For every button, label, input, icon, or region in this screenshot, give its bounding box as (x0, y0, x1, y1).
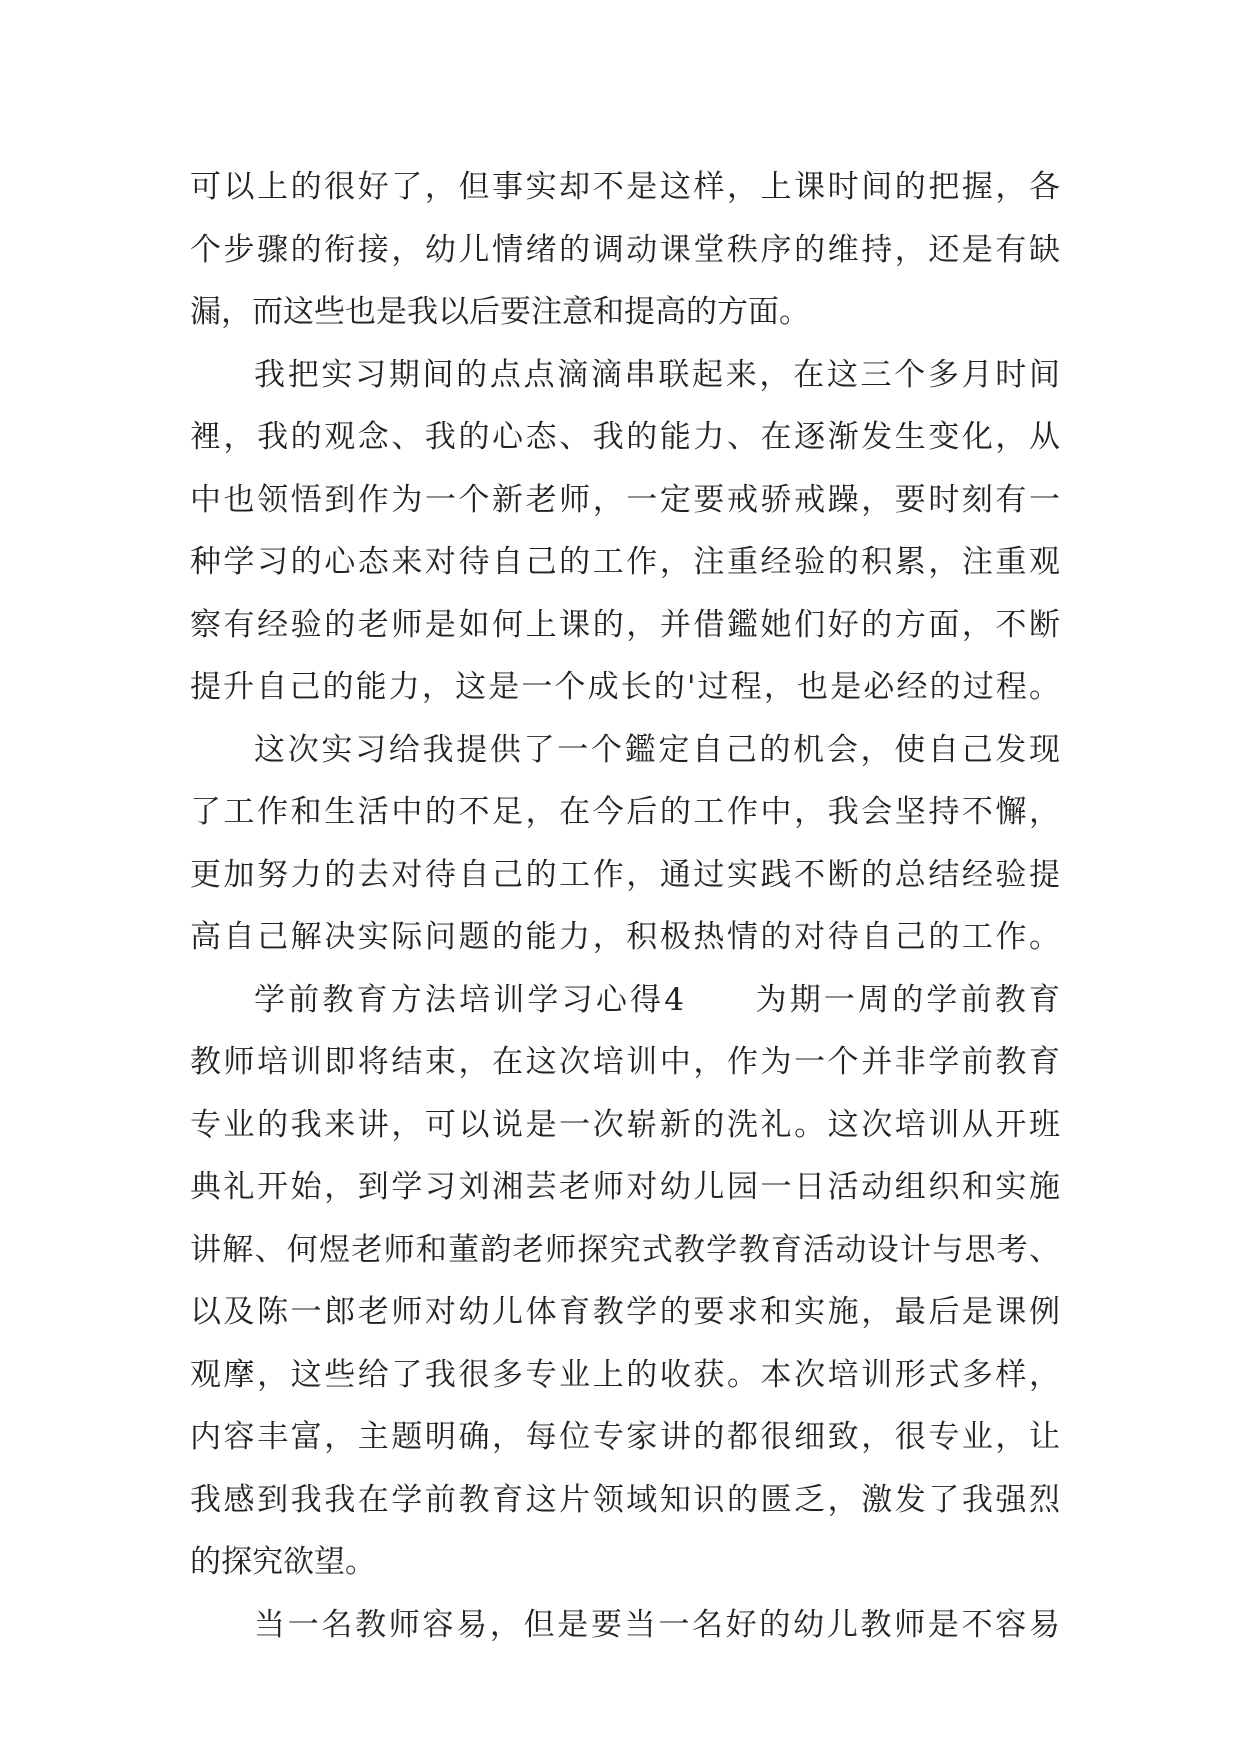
text-line: 教师培训即将结束，在这次培训中，作为一个并非学前教育 (190, 1044, 1060, 1080)
text-line: 这次实习给我提供了一个鑑定自己的机会，使自己发现 (254, 731, 1060, 768)
text-line: 典礼开始，到学习刘湘芸老师对幼儿园一日活动组织和实施 (190, 1169, 1060, 1205)
text-line: 可以上的很好了，但事实却不是这样，上课时间的把握，各 (190, 169, 1060, 205)
text-line: 了工作和生活中的不足，在今后的工作中，我会坚持不懈， (190, 794, 1060, 830)
text-line: 当一名教师容易，但是要当一名好的幼儿教师是不容易 (254, 1606, 1060, 1643)
text-line: 我把实习期间的点点滴滴串联起来，在这三个多月时间 (254, 356, 1060, 393)
text-line: 更加努力的去对待自己的工作，通过实践不断的总结经验提 (190, 856, 1060, 893)
text-line: 察有经验的老师是如何上课的，并借鑑她们好的方面，不断 (190, 606, 1060, 643)
text-line: 种学习的心态来对待自己的工作，注重经验的积累，注重观 (190, 544, 1060, 580)
document-body (190, 156, 1060, 1656)
text-line: 裡，我的观念、我的心态、我的能力、在逐渐发生变化，从 (190, 419, 1060, 455)
text-line: 专业的我来讲，可以说是一次崭新的洗礼。这次培训从开班 (190, 1106, 1060, 1143)
text-line: 内容丰富，主题明确，每位专家讲的都很细致，很专业，让 (190, 1419, 1060, 1455)
text-line: 以及陈一郎老师对幼儿体育教学的要求和实施，最后是课例 (190, 1294, 1060, 1330)
text-line: 的探究欲望。 (190, 1544, 376, 1580)
text-line: 我感到我我在学前教育这片领域知识的匮乏，激发了我强烈 (190, 1481, 1060, 1518)
text-line: 观摩，这些给了我很多专业上的收获。本次培训形式多样， (190, 1356, 1060, 1393)
text-line: 高自己解决实际问题的能力，积极热情的对待自己的工作。 (190, 919, 1060, 955)
text-line: 学前教育方法培训学习心得4 为期一周的学前教育 (254, 981, 1060, 1018)
text-line: 漏，而这些也是我以后要注意和提高的方面。 (190, 294, 810, 330)
text-line: 个步骤的衔接，幼儿情绪的调动课堂秩序的维持，还是有缺 (190, 231, 1060, 268)
text-line: 提升自己的能力，这是一个成长的'过程，也是必经的过程。 (190, 669, 1060, 705)
text-line: 讲解、何煜老师和董韵老师探究式教学教育活动设计与思考、 (190, 1231, 1060, 1268)
text-line: 中也领悟到作为一个新老师，一定要戒骄戒躁，要时刻有一 (190, 481, 1060, 518)
